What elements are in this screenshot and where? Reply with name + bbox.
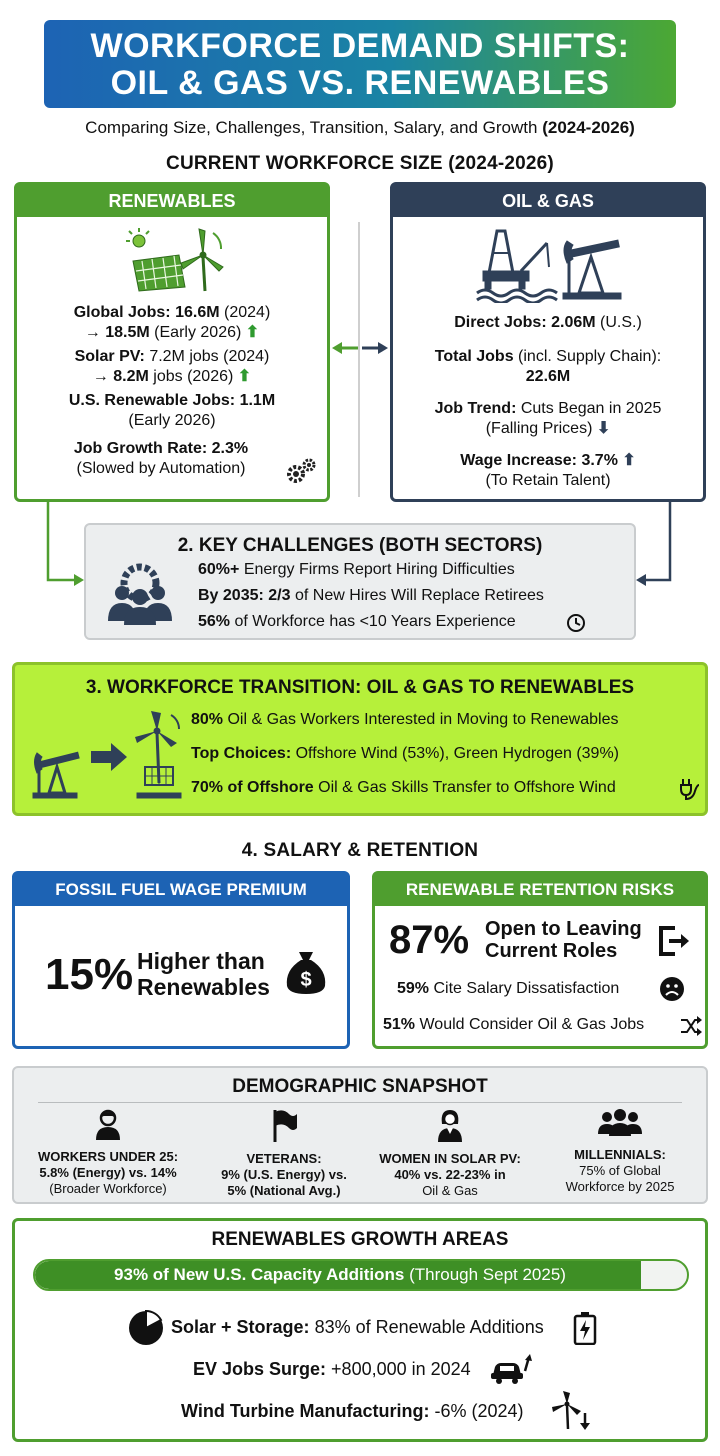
growth-ev-jobs-text: +800,000 in 2024 xyxy=(331,1359,471,1379)
down-arrow-icon: ⬇ xyxy=(596,420,611,437)
growth-solar-storage-text: 83% of Renewable Additions xyxy=(314,1317,544,1337)
direct-jobs-note: (U.S.) xyxy=(600,314,642,331)
car-up-icon xyxy=(489,1353,533,1385)
battery-icon xyxy=(573,1311,597,1345)
flag-icon xyxy=(269,1108,299,1142)
transition-interest xyxy=(191,711,618,729)
oil-gas-direct-jobs xyxy=(393,313,703,333)
challenge-hiring xyxy=(198,561,515,579)
pie-icon xyxy=(127,1309,165,1347)
demographic-millennials-label: MILLENNIALS: xyxy=(574,1147,666,1162)
solar-jobs-label: Solar PV: xyxy=(74,348,145,365)
wage-increase-note: (To Retain Talent) xyxy=(485,472,611,489)
renewables-growth-rate xyxy=(17,439,327,479)
oil-gas-total-jobs xyxy=(393,347,703,387)
solar-wind-icon xyxy=(125,225,225,293)
direct-jobs-label: Direct Jobs: 2.06M xyxy=(454,314,596,331)
demographic-millennials-value: 75% of Global xyxy=(579,1163,661,1178)
capacity-progress-bar xyxy=(33,1259,689,1291)
center-divider xyxy=(358,222,360,497)
sad-face-icon xyxy=(659,976,685,1002)
job-trend-value: Cuts Began in 2025 xyxy=(520,400,662,417)
challenge-experience-text: of Workforce has <10 Years Experience xyxy=(234,613,516,630)
workforce-size-heading: CURRENT WORKFORCE SIZE (2024-2026) xyxy=(166,153,554,174)
demographic-veterans-note: 5% (National Avg.) xyxy=(227,1183,341,1198)
growth-solar-storage xyxy=(171,1317,544,1338)
subtitle xyxy=(0,118,720,138)
solar-jobs-year-2026: jobs (2026) xyxy=(153,368,234,385)
transition-skills xyxy=(191,779,616,797)
capacity-progress-label xyxy=(35,1261,645,1289)
retention-oil-gas xyxy=(383,1016,644,1034)
svg-text:$: $ xyxy=(300,969,312,991)
capacity-progress-value: 93% of New U.S. Capacity Additions xyxy=(114,1265,405,1284)
retention-salary-value: 59% xyxy=(397,980,430,997)
fossil-premium-text xyxy=(137,948,270,1000)
job-trend-note: (Falling Prices) xyxy=(485,420,593,437)
woman-icon xyxy=(435,1108,465,1142)
renewables-panel xyxy=(14,182,330,502)
exit-door-icon xyxy=(657,924,691,958)
challenge-retirees-text: of New Hires Will Replace Retirees xyxy=(294,587,544,604)
growth-wind-manufacturing-text: -6% (2024) xyxy=(434,1401,524,1421)
total-jobs-value: 22.6M xyxy=(525,368,571,385)
demographic-under-25 xyxy=(28,1108,188,1197)
total-jobs-note: (incl. Supply Chain): xyxy=(518,348,662,365)
demographic-women-solar-note: Oil & Gas xyxy=(422,1183,478,1198)
demographic-under-25-label: WORKERS UNDER 25: xyxy=(37,1149,179,1164)
fossil-wage-premium-panel xyxy=(12,871,350,1049)
fossil-premium-text-line-1: Higher than xyxy=(137,948,265,974)
retention-open-text-line-2: Current Roles xyxy=(485,940,618,962)
demographic-under-25-note: (Broader Workforce) xyxy=(49,1181,167,1196)
up-arrow-icon: ⬆ xyxy=(622,452,636,469)
workforce-transition-panel xyxy=(12,662,708,816)
global-jobs-label: Global Jobs: xyxy=(73,304,171,321)
solar-jobs-value-2026: 8.2M xyxy=(113,368,149,385)
shuffle-icon xyxy=(679,1016,703,1036)
retention-open-value: 87% xyxy=(389,918,470,962)
capacity-progress-note: (Through Sept 2025) xyxy=(409,1265,566,1284)
global-jobs-value: 16.6M xyxy=(175,304,220,321)
oil-rig-pumpjack-icon xyxy=(475,223,625,303)
double-arrow-icon xyxy=(330,338,390,358)
renewables-panel-title: RENEWABLES xyxy=(17,185,327,217)
total-jobs-label: Total Jobs xyxy=(434,348,514,365)
demographic-millennials-note: Workforce by 2025 xyxy=(565,1179,675,1194)
renewables-growth-heading: RENEWABLES GROWTH AREAS xyxy=(211,1229,509,1250)
job-trend-label: Job Trend: xyxy=(434,400,517,417)
person-icon xyxy=(93,1108,123,1140)
pumpjack-to-turbine-icon xyxy=(27,711,187,801)
demographic-veterans-label: VETERANS: xyxy=(246,1151,322,1166)
oil-gas-job-trend xyxy=(393,399,703,439)
transition-skills-value: 70% of Offshore xyxy=(191,779,314,796)
retention-open-text xyxy=(485,918,642,962)
global-jobs-year: (2024) xyxy=(224,304,271,321)
challenge-retirees-value: By 2035: 2/3 xyxy=(198,587,291,604)
clock-icon xyxy=(566,613,586,633)
up-arrow-icon: ⬆ xyxy=(245,324,260,341)
retention-oil-gas-text: Would Consider Oil & Gas Jobs xyxy=(419,1016,645,1033)
retention-open-text-line-1: Open to Leaving xyxy=(485,918,642,940)
team-gear-icon xyxy=(102,563,178,625)
subtitle-text: Comparing Size, Challenges, Transition, Salary, and Growth xyxy=(85,118,538,137)
demographic-millennials xyxy=(540,1108,700,1195)
solar-jobs-value: 7.2M jobs (2024) xyxy=(149,348,270,365)
title-line-2: OIL & GAS VS. RENEWABLES xyxy=(110,64,610,102)
left-connector-arrow xyxy=(36,500,86,590)
growth-wind-manufacturing xyxy=(181,1401,524,1422)
fossil-premium-value: 15% xyxy=(45,950,134,999)
key-challenges-panel xyxy=(84,523,636,640)
right-connector-arrow xyxy=(634,500,684,590)
oil-gas-wage-increase xyxy=(393,451,703,491)
salary-retention-heading: 4. SALARY & RETENTION xyxy=(241,840,479,861)
renewables-global-jobs xyxy=(17,303,327,343)
renewables-growth-panel xyxy=(12,1218,708,1442)
retention-oil-gas-value: 51% xyxy=(383,1016,416,1033)
title-line-1: WORKFORCE DEMAND SHIFTS: xyxy=(90,27,630,65)
demographic-under-25-value: 5.8% (Energy) vs. 14% xyxy=(39,1165,177,1180)
retention-salary xyxy=(397,980,619,998)
growth-rate-note: (Slowed by Automation) xyxy=(76,460,246,477)
fossil-premium-text-line-2: Renewables xyxy=(137,974,270,1000)
gears-icon xyxy=(285,457,317,487)
global-jobs-value-2026: 18.5M xyxy=(105,324,150,341)
transition-top-choices xyxy=(191,745,619,763)
key-challenges-heading: 2. KEY CHALLENGES (BOTH SECTORS) xyxy=(177,535,543,556)
transition-interest-value: 80% xyxy=(191,711,224,728)
challenge-experience xyxy=(198,613,516,631)
challenge-retirees xyxy=(198,587,544,605)
growth-ev-jobs xyxy=(193,1359,471,1380)
transition-top-choices-text: Offshore Wind (53%), Green Hydrogen (39%) xyxy=(295,745,620,762)
fossil-wage-premium-title: FOSSIL FUEL WAGE PREMIUM xyxy=(15,874,347,906)
demographic-snapshot-heading: DEMOGRAPHIC SNAPSHOT xyxy=(232,1076,488,1097)
up-arrow-icon: ⬆ xyxy=(237,368,252,385)
renewable-retention-title: RENEWABLE RETENTION RISKS xyxy=(375,874,705,906)
demographic-women-solar xyxy=(370,1108,530,1199)
plug-icon xyxy=(679,777,701,801)
growth-rate-label: Job Growth Rate: 2.3% xyxy=(73,440,249,457)
global-jobs-year-2026: (Early 2026) xyxy=(154,324,242,341)
demographic-divider xyxy=(38,1102,682,1103)
growth-solar-storage-label: Solar + Storage: xyxy=(171,1317,310,1337)
transition-skills-text: Oil & Gas Skills Transfer to Offshore Wind xyxy=(318,779,616,796)
us-jobs-label: U.S. Renewable Jobs: 1.1M xyxy=(68,392,276,409)
group-icon xyxy=(598,1108,642,1138)
us-jobs-note: (Early 2026) xyxy=(128,412,216,429)
growth-wind-manufacturing-label: Wind Turbine Manufacturing: xyxy=(181,1401,430,1421)
demographic-snapshot-panel xyxy=(12,1066,708,1204)
transition-interest-text: Oil & Gas Workers Interested in Moving to Renewables xyxy=(227,711,619,728)
challenge-hiring-text: Energy Firms Report Hiring Difficulties xyxy=(243,561,515,578)
demographic-women-solar-label: WOMEN IN SOLAR PV: xyxy=(379,1151,521,1166)
subtitle-years: (2024-2026) xyxy=(542,118,635,137)
title-banner xyxy=(44,20,676,108)
arrow-right-icon: → xyxy=(84,324,101,341)
challenge-hiring-value: 60%+ xyxy=(198,561,240,578)
wage-increase-label: Wage Increase: 3.7% xyxy=(460,452,618,469)
demographic-veterans-value: 9% (U.S. Energy) vs. xyxy=(221,1167,347,1182)
renewable-retention-panel xyxy=(372,871,708,1049)
arrow-right-icon: → xyxy=(92,368,109,385)
challenge-experience-value: 56% xyxy=(198,613,231,630)
renewables-us-jobs xyxy=(17,391,327,431)
transition-top-choices-label: Top Choices: xyxy=(191,745,292,762)
demographic-veterans xyxy=(204,1108,364,1199)
oil-gas-panel xyxy=(390,182,706,502)
turbine-down-icon xyxy=(549,1391,593,1431)
growth-ev-jobs-label: EV Jobs Surge: xyxy=(193,1359,327,1379)
retention-salary-text: Cite Salary Dissatisfaction xyxy=(433,980,620,997)
money-bag-icon xyxy=(285,948,327,996)
renewables-solar-jobs xyxy=(17,347,327,387)
oil-gas-panel-title: OIL & GAS xyxy=(393,185,703,217)
workforce-transition-heading: 3. WORKFORCE TRANSITION: OIL & GAS TO RENEWABLES xyxy=(85,677,635,698)
demographic-women-solar-value: 40% vs. 22-23% in xyxy=(394,1167,506,1182)
